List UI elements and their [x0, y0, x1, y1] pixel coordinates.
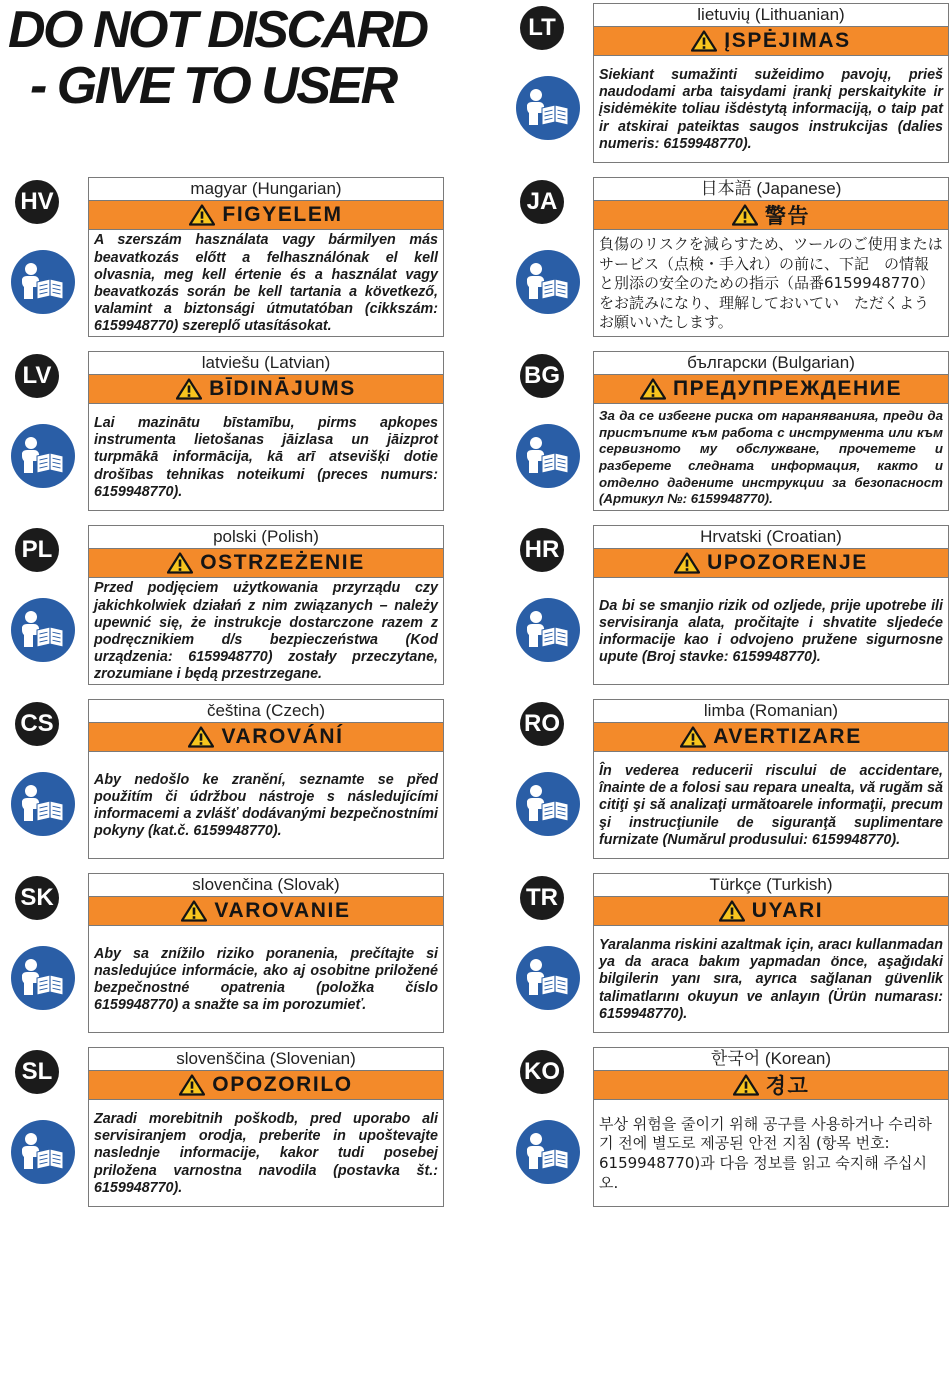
warning-text: Siekiant sumažinti sužeidimo pavojų, prieš naudodami arba taisydami įrankį perskaitykite ir įsidėmėkite toliau išdėstytą informaciją, o taip pat ir atskirai pateiktas saugos instrukcijas (dalies numeris: 6159948770). [599, 66, 943, 152]
warning-text-area [94, 928, 438, 1032]
warning-text: 부상 위험을 줄이기 위해 공구를 사용하거나 수리하기 전에 별도로 제공된 안전 지침 (항목 번호: 6159948770)과 다음 정보를 읽고 숙지해 주십시오. [599, 1114, 932, 1192]
warning-block-cs [0, 699, 444, 859]
signal-word: FIGYELEM [222, 203, 343, 226]
warning-text: Przed podjęciem użytkowania przyrządu czy jakichkolwiek działań z nim związanych – należy upewnić się, że instrukcje dostarczone razem z podręcznikiem d/s bezpieczeństwa (Kod urządzenia: 6159948770) zostały przeczytane, zrozumiane i będą przestrzegane. [94, 580, 438, 683]
signal-word-bar [89, 374, 443, 404]
signal-word: OSTRZEŻENIE [200, 551, 365, 574]
warning-triangle-icon [733, 1074, 759, 1096]
warning-panel [593, 873, 949, 1033]
signal-word: OPOZORILO [212, 1073, 353, 1096]
warning-text-area [599, 232, 943, 336]
language-name: limba (Romanian) [703, 701, 839, 720]
warning-panel [88, 525, 444, 685]
warning-block-lt [505, 3, 949, 163]
warning-block-hr [505, 525, 949, 685]
warning-text: În vederea reducerii riscului de accidentare, înainte de a folosi sau repara unealta, vă rugăm să citiţi şi să analizaţi următoarele informaţii, precum şi instrucţiunile de siguranţă suplimentare furnizate (Numărul produsului: 6159948770). [599, 762, 943, 848]
warning-panel [593, 3, 949, 163]
language-name: Hrvatski (Croatian) [700, 527, 842, 546]
warning-triangle-icon [179, 1074, 205, 1096]
read-manual-icon [10, 771, 76, 837]
signal-word-bar [594, 548, 948, 578]
warning-triangle-icon [181, 900, 207, 922]
language-code-badge: HR [520, 528, 564, 572]
warning-text: 負傷のリスクを減らすため、ツールのご使用またはサービス（点検・手入れ）の前に、下記 の情報と別添の安全のための指示（品番6159948770）をお読みになり、理解しておいてい ただくようお願いいたします。 [599, 235, 943, 332]
signal-word: 警告 [764, 205, 811, 228]
read-manual-icon [515, 75, 581, 141]
signal-word-bar [89, 896, 443, 926]
warning-panel [88, 351, 444, 511]
warning-text-area [94, 580, 438, 684]
language-code-badge: SK [15, 876, 59, 920]
warning-text: Yaralanma riskini azaltmak için, aracı kullanmadan ya da araca bakım yapmadan önce, aşağıdaki bilgilerin yanı sıra, ayrıca sağlanan güvenlik talimatlarını okuyun ve anlayın (Ürün numarası: 6159948770). [599, 936, 943, 1022]
read-manual-icon [515, 771, 581, 837]
signal-word: UPOZORENJE [707, 551, 868, 574]
language-code-badge: JA [520, 180, 564, 224]
language-name: български (Bulgarian) [687, 353, 855, 372]
warning-panel [88, 177, 444, 337]
read-manual-icon [515, 249, 581, 315]
warning-block-ro [505, 699, 949, 859]
signal-word-bar [594, 1070, 948, 1100]
signal-word: VAROVANIE [214, 899, 351, 922]
signal-word-bar [594, 722, 948, 752]
signal-word-bar [594, 26, 948, 56]
warning-block-sl [0, 1047, 444, 1207]
signal-word-bar [89, 200, 443, 230]
language-name: slovenščina (Slovenian) [176, 1049, 356, 1068]
warning-text-area [599, 580, 943, 684]
signal-word: UYARI [751, 899, 824, 922]
language-code-badge: HV [15, 180, 59, 224]
warning-text-area [599, 754, 943, 858]
warning-triangle-icon [719, 900, 745, 922]
read-manual-icon [10, 423, 76, 489]
language-code-badge: SL [15, 1050, 59, 1094]
warning-triangle-icon [189, 204, 215, 226]
warning-triangle-icon [680, 726, 706, 748]
warning-block-ko [505, 1047, 949, 1207]
signal-word: VAROVÁNÍ [221, 725, 344, 748]
warning-text: Zaradi morebitnih poškodb, pred uporabo ali servisiranjem orodja, preberite in upoštevajte naslednje informacije, kakor tudi posebej priložena varnostna navodila (postavka št.: 6159948770). [94, 1110, 438, 1196]
signal-word-bar [89, 722, 443, 752]
warning-text-area [599, 1102, 943, 1206]
warning-text-area [94, 754, 438, 858]
warning-text-area [599, 928, 943, 1032]
warning-triangle-icon [640, 378, 666, 400]
warning-panel [593, 699, 949, 859]
warning-block-hv [0, 177, 444, 337]
warning-triangle-icon [188, 726, 214, 748]
warning-text: Lai mazinātu bīstamību, pirms apkopes instrumenta lietošanas jāizlasa un jāizprot turpmākā informācija, kā arī atsevišķi dotie drošības tehnikas noteikumi (preces numurs: 6159948770). [94, 414, 438, 500]
signal-word: ĮSPĖJIMAS [724, 29, 851, 52]
warning-block-pl [0, 525, 444, 685]
warning-text: Aby sa znížilo riziko poranenia, prečítajte si nasledujúce informácie, ako aj osobitne priložené bezpečnostné opatrenia (položka číslo 6159948770) a snažte sa im porozumieť. [94, 945, 438, 1014]
language-code-badge: CS [15, 702, 59, 746]
warning-triangle-icon [732, 204, 758, 226]
language-code-badge: BG [520, 354, 564, 398]
warning-panel [88, 1047, 444, 1207]
language-name: 日本語 (Japanese) [700, 179, 842, 198]
signal-word-bar [89, 548, 443, 578]
language-name: magyar (Hungarian) [190, 179, 342, 198]
language-code-badge: PL [15, 528, 59, 572]
language-name: Türkçe (Turkish) [709, 875, 833, 894]
warning-panel [593, 525, 949, 685]
signal-word: BĪDINĀJUMS [209, 377, 356, 400]
warning-panel [593, 177, 949, 337]
warning-text-area [94, 232, 438, 336]
warning-triangle-icon [674, 552, 700, 574]
read-manual-icon [10, 249, 76, 315]
warning-text-area [94, 406, 438, 510]
warning-text: За да се избегне риска от нараняванияa, преди да пристъпите към работа с инструмента или към сервизното му обслужване, прочетете и разберете следната информация, както и отделно дадените инструкции за безопасност (Артикул №: 6159948770). [599, 408, 943, 507]
heading-line-1: DO NOT DISCARD [8, 1, 427, 59]
read-manual-icon [515, 945, 581, 1011]
language-name: lietuvių (Lithuanian) [697, 5, 845, 24]
signal-word: AVERTIZARE [713, 725, 862, 748]
warning-panel [88, 699, 444, 859]
warning-panel [88, 873, 444, 1033]
signal-word-bar [89, 1070, 443, 1100]
warning-text: Aby nedošlo ke zranění, seznamte se před použitím či údržbou nástroje s následujícími informacemi a zvlášť dodávanými bezpečnostními pokyny (kat.č. 6159948770). [94, 771, 438, 840]
language-code-badge: KO [520, 1050, 564, 1094]
read-manual-icon [515, 597, 581, 663]
language-name: čeština (Czech) [206, 701, 326, 720]
read-manual-icon [10, 1119, 76, 1185]
warning-triangle-icon [691, 30, 717, 52]
signal-word: 경고 [765, 1075, 810, 1098]
language-code-badge: LV [15, 354, 59, 398]
read-manual-icon [10, 597, 76, 663]
warning-block-sk [0, 873, 444, 1033]
language-name: polski (Polish) [213, 527, 319, 546]
warning-text-area [599, 58, 943, 162]
warning-block-bg [505, 351, 949, 511]
warning-triangle-icon [176, 378, 202, 400]
warning-block-ja [505, 177, 949, 337]
warning-block-lv [0, 351, 444, 511]
language-name: 한국어 (Korean) [710, 1049, 832, 1068]
warning-text: Da bi se smanjio rizik od ozljede, prije upotrebe ili servisiranja alata, pročitajte i shvatite sljedeće informacije kao i odvojeno pružene sigurnosne upute (Broj stavke: 6159948770). [599, 597, 943, 666]
heading-line-2: - GIVE TO USER [30, 57, 396, 115]
language-code-badge: RO [520, 702, 564, 746]
signal-word-bar [594, 896, 948, 926]
warning-block-tr [505, 873, 949, 1033]
warning-text: A szerszám használata vagy bármilyen más beavatkozás előtt a felhasználónak el kell olvasnia, meg kell értenie és a használat vagy beavatkozás során be kell tartania a következő, valamint a biztonsági útmutatóban (cikkszám: 6159948770) szereplő utasításokat. [94, 232, 438, 335]
signal-word: ПРЕДУПРЕЖДЕНИЕ [672, 377, 903, 400]
language-code-badge: LT [520, 6, 564, 50]
warning-panel [593, 1047, 949, 1207]
warning-text-area [94, 1102, 438, 1206]
warning-text-area [599, 406, 943, 510]
read-manual-icon [515, 423, 581, 489]
language-name: slovenčina (Slovak) [192, 875, 340, 894]
do-not-discard-heading [8, 2, 478, 114]
signal-word-bar [594, 374, 948, 404]
language-name: latviešu (Latvian) [201, 353, 331, 372]
warning-triangle-icon [167, 552, 193, 574]
signal-word-bar [594, 200, 948, 230]
read-manual-icon [515, 1119, 581, 1185]
read-manual-icon [10, 945, 76, 1011]
language-code-badge: TR [520, 876, 564, 920]
warning-panel [593, 351, 949, 511]
